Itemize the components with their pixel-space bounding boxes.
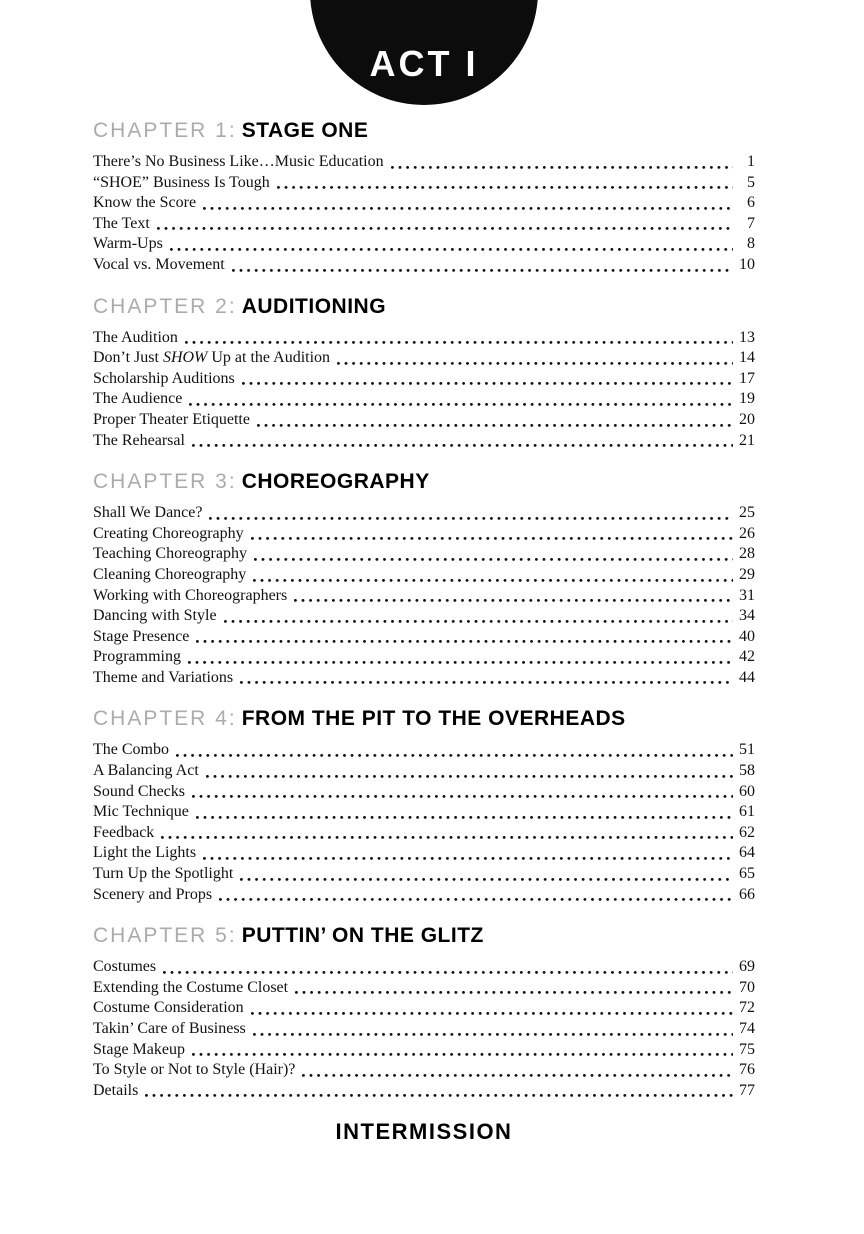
toc-entry-page: 44 <box>739 668 755 686</box>
toc-entry <box>93 524 755 545</box>
dot-leader <box>232 269 733 272</box>
dot-leader <box>240 681 733 684</box>
chapter-entries <box>93 957 755 1101</box>
toc-entry-page: 69 <box>739 958 755 976</box>
dot-leader <box>209 517 733 520</box>
toc-entry-page: 74 <box>739 1020 755 1037</box>
toc-entry-title: Proper Theater Etiquette <box>93 410 250 428</box>
toc-entry <box>93 348 755 369</box>
toc-entry <box>93 410 755 431</box>
toc-entry-page: 64 <box>739 844 755 862</box>
dot-leader <box>337 362 733 365</box>
toc-entry-title: Creating Choreography <box>93 524 244 542</box>
toc-entry <box>93 234 755 255</box>
toc-entry <box>93 565 755 586</box>
toc-entry <box>93 957 755 978</box>
chapter-title: STAGE ONE <box>241 119 369 142</box>
chapter-label: CHAPTER 4: <box>93 707 237 731</box>
toc-entry-page: 72 <box>739 999 755 1017</box>
toc-entry-title: Warm-Ups <box>93 235 163 253</box>
toc-entry <box>93 389 755 410</box>
toc-entry-title: Takin’ Care of Business <box>93 1020 246 1037</box>
toc-entry-title: Working with Choreographers <box>93 586 288 604</box>
dot-leader <box>253 1033 733 1036</box>
toc-entry-page: 5 <box>747 173 755 191</box>
dot-leader <box>163 971 733 974</box>
dot-leader <box>251 537 733 540</box>
dot-leader <box>277 186 733 189</box>
toc-entry-title: The Rehearsal <box>93 431 185 449</box>
dot-leader <box>219 898 733 901</box>
dot-leader <box>294 599 733 602</box>
toc-entry-page: 40 <box>739 627 755 645</box>
toc-entry-title: To Style or Not to Style (Hair)? <box>93 1061 296 1079</box>
toc-entry-title: Stage Presence <box>93 627 190 645</box>
chapter-title: CHOREOGRAPHY <box>241 470 430 494</box>
dot-leader <box>224 620 733 623</box>
toc-entry <box>93 668 755 689</box>
toc-entry-title: Sound Checks <box>93 782 185 800</box>
chapter-entries <box>93 740 755 905</box>
toc-entry-title: Dancing with Style <box>93 607 217 625</box>
chapter-title: PUTTIN’ ON THE GLITZ <box>241 924 484 948</box>
act-title: ACT I <box>369 43 479 84</box>
toc-entry-page: 65 <box>739 865 755 883</box>
toc-entry-page: 61 <box>739 803 755 821</box>
toc-entry-page: 58 <box>739 762 755 780</box>
toc-entry-title: Turn Up the Spotlight <box>93 865 234 883</box>
toc-entry-title: The Audition <box>93 328 178 346</box>
toc-entry <box>93 503 755 524</box>
toc-entry-title: Extending the Costume Closet <box>93 978 289 996</box>
chapter-label: CHAPTER 2: <box>93 294 237 318</box>
toc-entry <box>93 885 755 906</box>
act-badge <box>310 0 538 105</box>
toc-entry-title: There’s No Business Like…Music Education <box>93 153 384 170</box>
toc-entry <box>93 586 755 607</box>
toc-entry <box>93 328 755 349</box>
toc-entry <box>93 431 755 452</box>
toc-entry-title: Shall We Dance? <box>93 504 203 522</box>
toc-entry <box>93 1019 755 1040</box>
dot-leader <box>391 166 733 169</box>
toc-entry <box>93 864 755 885</box>
toc-entry-title: Teaching Choreography <box>93 545 247 563</box>
toc-entry <box>93 1060 755 1081</box>
toc-entry <box>93 823 755 844</box>
toc-entry <box>93 647 755 668</box>
dot-leader <box>242 382 733 385</box>
toc-entry <box>93 802 755 823</box>
chapter-entries <box>93 152 755 276</box>
toc-entry-page: 8 <box>747 235 755 253</box>
dot-leader <box>203 857 733 860</box>
toc-entry-page: 10 <box>739 255 755 273</box>
toc-entry <box>93 214 755 235</box>
toc-entry <box>93 152 755 173</box>
dot-leader <box>189 403 733 406</box>
toc-entry <box>93 369 755 390</box>
dot-leader <box>188 661 733 664</box>
dot-leader <box>192 1053 733 1056</box>
toc-entry-title: “SHOE” Business Is Tough <box>93 173 270 191</box>
toc-entry <box>93 173 755 194</box>
chapter-heading <box>93 706 755 732</box>
toc-entry-page: 42 <box>739 648 755 666</box>
chapter-heading <box>93 294 755 320</box>
chapter-label: CHAPTER 3: <box>93 470 237 494</box>
toc-entry-page: 75 <box>739 1040 755 1058</box>
dot-leader <box>176 754 733 757</box>
dot-leader <box>157 227 733 230</box>
toc-entry <box>93 627 755 648</box>
chapter-section <box>93 469 755 688</box>
dot-leader <box>161 836 733 839</box>
toc-entry-page: 20 <box>739 410 755 428</box>
toc-entry <box>93 606 755 627</box>
toc-entry-page: 66 <box>739 885 755 903</box>
dot-leader <box>185 341 733 344</box>
dot-leader <box>170 248 733 251</box>
toc-entry-page: 62 <box>739 823 755 841</box>
toc-entry <box>93 843 755 864</box>
toc-entry-page: 28 <box>739 545 755 563</box>
toc-entry <box>93 740 755 761</box>
toc-entry-title: Costume Consideration <box>93 999 244 1017</box>
dot-leader <box>240 878 733 881</box>
toc-entry <box>93 998 755 1019</box>
toc-entry-title: Vocal vs. Movement <box>93 255 225 273</box>
toc-entry-page: 76 <box>739 1061 755 1079</box>
toc-entry-title: Scenery and Props <box>93 885 213 903</box>
toc-entry-title: Theme and Variations <box>93 668 234 686</box>
toc-entry-page: 70 <box>739 978 755 996</box>
dot-leader <box>295 991 733 994</box>
toc-entry-page: 51 <box>739 741 755 759</box>
toc-entry <box>93 782 755 803</box>
toc-entry-title: A Balancing Act <box>93 762 199 780</box>
dot-leader <box>196 640 733 643</box>
toc-entry-page: 1 <box>747 153 755 170</box>
toc-entry <box>93 978 755 999</box>
chapter-heading <box>93 923 755 949</box>
toc-entry-page: 34 <box>739 607 755 625</box>
toc-entry-page: 77 <box>739 1081 755 1099</box>
dot-leader <box>203 207 733 210</box>
toc-entry <box>93 544 755 565</box>
toc-entry-page: 29 <box>739 565 755 583</box>
toc-entry-page: 6 <box>747 194 755 212</box>
toc-entry-page: 26 <box>739 524 755 542</box>
chapter-section <box>93 706 755 905</box>
chapter-label: CHAPTER 5: <box>93 924 237 948</box>
dot-leader <box>253 579 733 582</box>
chapter-heading <box>93 118 755 144</box>
toc-entry-title: Feedback <box>93 823 155 841</box>
toc-entry <box>93 1040 755 1061</box>
dot-leader <box>257 424 733 427</box>
chapter-heading <box>93 469 755 495</box>
toc-entry-page: 13 <box>739 328 755 346</box>
toc-entry-title: Scholarship Auditions <box>93 369 235 387</box>
chapter-section <box>93 118 755 276</box>
toc-entry <box>93 193 755 214</box>
toc-entry-title: Don’t Just SHOW Up at the Audition <box>93 349 331 367</box>
toc-entry <box>93 1081 755 1102</box>
dot-leader <box>192 795 733 798</box>
toc-entry-page: 31 <box>739 586 755 604</box>
toc-entry-title: Costumes <box>93 958 157 976</box>
chapter-title: AUDITIONING <box>241 294 387 318</box>
chapter-label: CHAPTER 1: <box>93 119 237 142</box>
toc-entry-title: Know the Score <box>93 194 197 212</box>
toc-entry <box>93 255 755 276</box>
toc-entry-page: 60 <box>739 782 755 800</box>
dot-leader <box>206 775 733 778</box>
dot-leader <box>196 816 733 819</box>
chapter-title: FROM THE PIT TO THE OVERHEADS <box>241 707 626 731</box>
toc-entry <box>93 761 755 782</box>
toc-entry-title: Programming <box>93 648 181 666</box>
chapter-section <box>93 294 755 452</box>
chapter-entries <box>93 328 755 452</box>
toc-entry-title: The Audience <box>93 390 183 408</box>
toc-entry-title: Stage Makeup <box>93 1040 185 1058</box>
toc-entry-title: Light the Lights <box>93 844 197 862</box>
dot-leader <box>192 444 733 447</box>
toc-entry-page: 7 <box>747 214 755 232</box>
toc-entry-title: Cleaning Choreography <box>93 565 247 583</box>
toc-entry-title: Mic Technique <box>93 803 189 821</box>
toc-entry-page: 17 <box>739 369 755 387</box>
toc-entry-title: The Combo <box>93 741 169 759</box>
chapter-section <box>93 923 755 1101</box>
intermission-heading: INTERMISSION <box>335 1119 513 1145</box>
toc-entry-page: 21 <box>739 431 755 449</box>
toc-entry-page: 14 <box>739 349 755 367</box>
toc-entry-title: Details <box>93 1081 139 1099</box>
chapter-entries <box>93 503 755 688</box>
toc-entry-title: The Text <box>93 214 150 232</box>
dot-leader <box>251 1012 733 1015</box>
dot-leader <box>302 1074 733 1077</box>
dot-leader <box>145 1094 733 1097</box>
toc-entry-page: 25 <box>739 504 755 522</box>
toc-entry-page: 19 <box>739 390 755 408</box>
toc <box>93 118 755 1145</box>
dot-leader <box>254 558 733 561</box>
